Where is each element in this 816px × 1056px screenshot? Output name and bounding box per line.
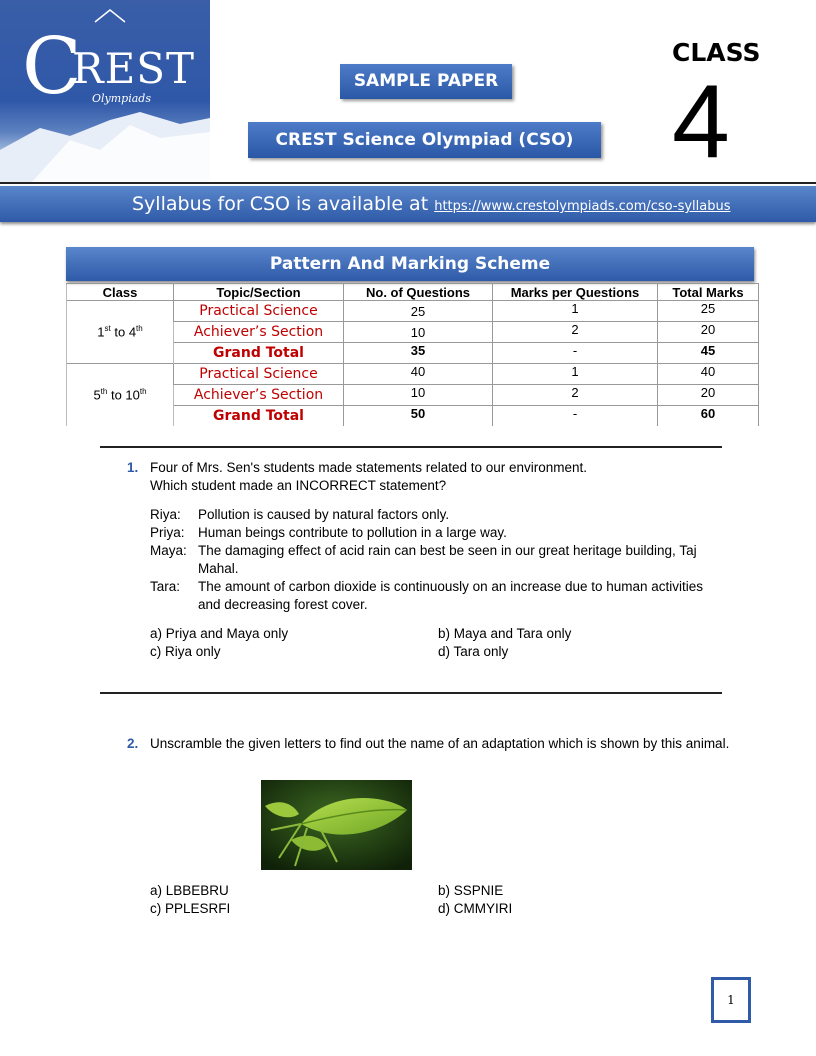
divider: [100, 446, 722, 448]
logo-tagline: Olympiads: [92, 92, 151, 105]
question-2-options: [127, 882, 727, 922]
col-total: Total Marks: [658, 284, 759, 301]
questions-cell: 10: [344, 322, 493, 343]
option-c[interactable]: c) Riya only: [150, 644, 221, 659]
student-name: Priya:: [150, 525, 185, 540]
divider: [100, 692, 722, 694]
total-cell: 25: [658, 301, 759, 322]
question-text: [150, 459, 730, 495]
syllabus-link[interactable]: https://www.crestolympiads.com/cso-syllabus: [434, 199, 731, 214]
question-number: 2.: [127, 736, 139, 751]
option-d[interactable]: d) Tara only: [438, 644, 509, 659]
header-divider: [0, 182, 816, 184]
total-cell: 45: [658, 343, 759, 364]
syllabus-banner: [0, 186, 816, 222]
marking-scheme-table: [66, 283, 759, 426]
questions-cell: 40: [344, 364, 493, 385]
pattern-title: Pattern And Marking Scheme: [66, 247, 754, 281]
topic-cell: Grand Total: [174, 406, 344, 427]
student-name: Tara:: [150, 579, 181, 594]
page-number: 1: [711, 977, 751, 1023]
statement-text: The damaging effect of acid rain can best be seen in our great heritage building, Taj Mahal.: [198, 543, 697, 576]
questions-cell: 25: [344, 301, 493, 322]
question-line: Four of Mrs. Sen's students made statements related to our environment.: [150, 460, 588, 475]
table-row: [67, 364, 759, 385]
exam-title: CREST Science Olympiad (CSO): [248, 122, 601, 158]
option-c[interactable]: c) PPLESRFI: [150, 901, 231, 916]
topic-cell: Achiever’s Section: [174, 322, 344, 343]
logo-rest: REST: [72, 44, 196, 93]
marks-per-cell: 1: [493, 301, 658, 322]
marks-per-cell: -: [493, 406, 658, 427]
class-label: CLASS: [672, 38, 761, 67]
option-d[interactable]: d) CMMYIRI: [438, 901, 513, 916]
leaf-insect-image: [261, 780, 412, 870]
table-row: [67, 301, 759, 322]
total-cell: 60: [658, 406, 759, 427]
col-marks-per: Marks per Questions: [493, 284, 658, 301]
topic-cell: Grand Total: [174, 343, 344, 364]
marks-per-cell: 2: [493, 385, 658, 406]
class-cell: 1st to 4th: [67, 301, 174, 364]
option-b[interactable]: b) SSPNIE: [438, 883, 504, 898]
student-name: Riya:: [150, 507, 181, 522]
topic-cell: Achiever’s Section: [174, 385, 344, 406]
statement-text: Human beings contribute to pollution in a large way.: [198, 525, 507, 540]
marks-per-cell: 1: [493, 364, 658, 385]
total-cell: 20: [658, 322, 759, 343]
total-cell: 20: [658, 385, 759, 406]
questions-cell: 35: [344, 343, 493, 364]
option-b[interactable]: b) Maya and Tara only: [438, 626, 572, 641]
statement-text: Pollution is caused by natural factors only.: [198, 507, 450, 522]
student-name: Maya:: [150, 543, 187, 558]
option-a[interactable]: a) LBBEBRU: [150, 883, 229, 898]
class-number: 4: [672, 64, 730, 180]
syllabus-text: Syllabus for CSO is available at: [132, 193, 429, 215]
logo-c: C: [22, 22, 82, 112]
marks-per-cell: -: [493, 343, 658, 364]
total-cell: 40: [658, 364, 759, 385]
question-2: [127, 735, 730, 775]
statement-text: The amount of carbon dioxide is continuously on an increase due to human activities and decreasing forest cover.: [198, 579, 704, 612]
questions-cell: 50: [344, 406, 493, 427]
crest-logo: [0, 0, 210, 184]
question-text: Unscramble the given letters to find out the name of an adaptation which is shown by this animal.: [150, 736, 730, 751]
option-a[interactable]: a) Priya and Maya only: [150, 626, 289, 641]
question-number: 1.: [127, 460, 139, 475]
col-questions: No. of Questions: [344, 284, 493, 301]
marks-per-cell: 2: [493, 322, 658, 343]
question-line: Which student made an INCORRECT statement?: [150, 478, 447, 493]
class-cell: 5th to 10th: [67, 364, 174, 427]
sample-paper-label: SAMPLE PAPER: [340, 64, 512, 99]
table-header-row: [67, 284, 759, 301]
questions-cell: 10: [344, 385, 493, 406]
topic-cell: Practical Science: [174, 301, 344, 322]
leaf-insect-icon: [261, 780, 412, 870]
col-topic: Topic/Section: [174, 284, 344, 301]
question-1: [127, 459, 727, 669]
topic-cell: Practical Science: [174, 364, 344, 385]
col-class: Class: [67, 284, 174, 301]
